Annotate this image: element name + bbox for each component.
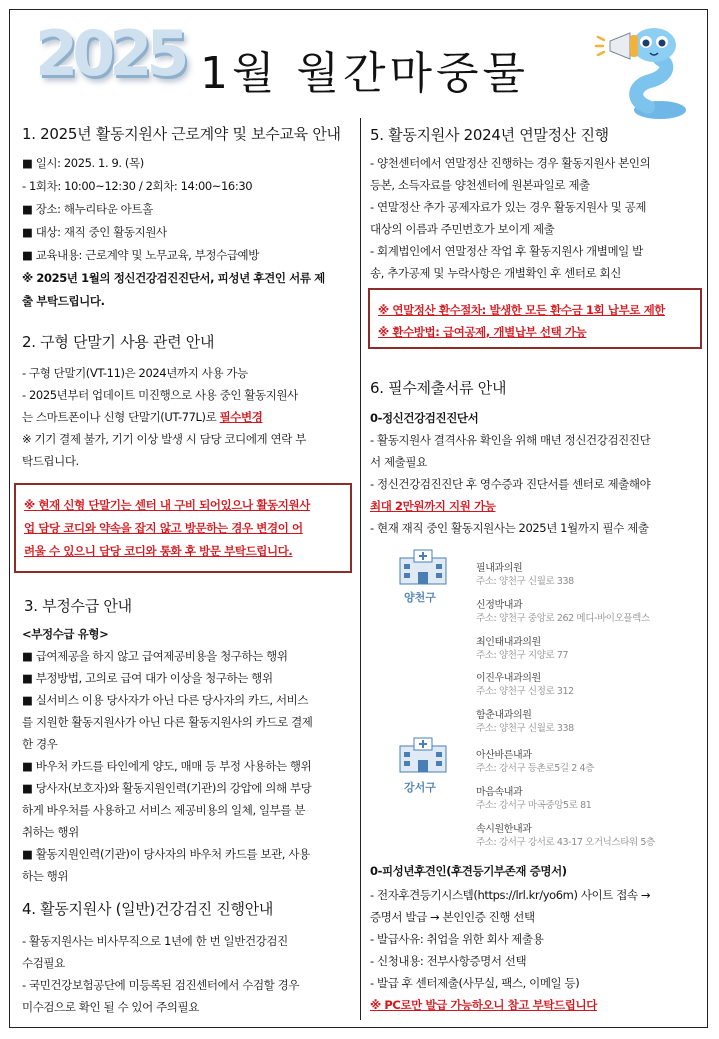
clinic-name: 최인태내과의원: [476, 637, 541, 648]
terminal-notice-box: [14, 483, 352, 573]
clinic-name: 아산바른내과: [476, 750, 532, 761]
clinic-address: 주소: 강서구 마곡중앙5로 81: [476, 800, 592, 811]
s6-subtitle: 0-정신건강검진진단서: [370, 411, 479, 425]
s1-line: - 1회차: 10:00~12:30 / 2회차: 14:00~16:30: [22, 179, 253, 193]
s1-line: ■ 일시: 2025. 1. 9. (목): [22, 156, 144, 170]
notice-line: ※ 연말정산 환수절차: 발생한 모든 환수금 1회 납부로 제한: [378, 303, 666, 317]
clinic-address: 주소: 양천구 신정로 312: [476, 686, 574, 697]
s2-line-text: 는 스마트폰이나 신형 단말기(UT-77L)로: [22, 410, 220, 424]
must-change-highlight: 필수변경: [219, 410, 263, 424]
s3-line: ■ 바우처 카드를 타인에게 양도, 매매 등 부정 사용하는 행위: [22, 759, 312, 773]
section3-title: 3. 부정수급 안내: [24, 597, 132, 615]
clinic-name: 필내과의원: [476, 563, 523, 574]
notice-line: 업 담당 코디와 약속을 잡지 않고 방문하는 경우 변경이 어: [24, 521, 303, 535]
clinic-address: 주소: 강서구 등촌로5길 2 4층: [476, 763, 594, 774]
s6-line: 서 제출필요: [370, 455, 427, 469]
s5-line: - 회계법인에서 연말정산 작업 후 활동지원사 개별메일 발: [370, 244, 643, 258]
clinic-address: 주소: 양천구 신월로 338: [476, 723, 574, 734]
snake-mascot-icon: [590, 15, 700, 125]
s3-line: ■ 부정방법, 고의로 급여 대가 이상을 청구하는 행위: [22, 671, 273, 685]
s6-highlight: 최대 2만원까지 지원 가능: [370, 499, 496, 513]
clinic-address: 주소: 강서구 강서로 43-17 오거닉스타워 5층: [476, 837, 655, 848]
s3-line: ■ 당사자(보호자)와 활동지원인력(기관)의 강압에 의해 부당: [22, 781, 312, 795]
s3-subtitle: <부정수급 유형>: [22, 627, 109, 641]
s3-line: 하는 행위: [22, 869, 69, 883]
district-label: 양천구: [404, 591, 436, 604]
s3-line: 하게 바우처를 사용하고 서비스 제공비용의 일체, 일부를 분: [22, 803, 306, 817]
s3-line: ■ 활동지원인력(기관)이 당사자의 바우처 카드를 보관, 사용: [22, 847, 310, 861]
s1-line: ■ 교육내용: 근로계약 및 노무교육, 부정수급예방: [22, 248, 259, 262]
s1-note: 출 부탁드립니다.: [22, 294, 105, 308]
s1-line: ■ 장소: 해누리타운 아트홀: [22, 202, 153, 216]
s6-line: - 정신건강검진진단 후 영수증과 진단서를 센터로 제출해야: [370, 477, 651, 491]
s3-line: 취하는 행위: [22, 825, 79, 839]
clinic-name: 신정박내과: [476, 600, 523, 611]
clinic-name: 마음속내과: [476, 787, 523, 798]
year-graphic: 2025: [35, 17, 184, 90]
header-banner: [30, 15, 670, 115]
notice-line: ※ 환수방법: 급여공제, 개별납부 선택 가능: [378, 325, 587, 339]
clinic-address: 주소: 양천구 지양로 77: [476, 650, 569, 661]
s6-line: - 발급 후 센터제출(사무실, 팩스, 이메일 등): [370, 976, 580, 990]
s3-line: ■ 실서비스 이용 당사자가 아닌 다른 당사자의 카드, 서비스: [22, 693, 309, 707]
s2-line: - 구형 단말기(VT-11)은 2024년까지 사용 가능: [22, 366, 248, 380]
s6-line: 증명서 발급 → 본인인증 진행 선택: [370, 910, 535, 924]
s5-line: 대상의 이름과 주민번호가 보이게 제출: [370, 222, 555, 236]
page-title: 1월 월간마중물: [200, 48, 530, 99]
s1-line: ■ 대상: 재직 중인 활동지원사: [22, 225, 167, 239]
settlement-notice-box: [368, 288, 702, 349]
clinic-address: 주소: 양천구 신월로 338: [476, 576, 574, 587]
s2-line: 탁드립니다.: [22, 454, 79, 468]
clinic-name: 이진우내과의원: [476, 673, 541, 684]
s2-line: [22, 410, 262, 425]
clinic-name: 함춘내과의원: [476, 710, 532, 721]
s3-line: 한 경우: [22, 737, 58, 751]
hospital-icon: [398, 548, 448, 586]
s6-line: - 현재 재직 중인 활동지원사는 2025년 1월까지 필수 제출: [370, 521, 649, 535]
s5-line: 송, 추가공제 및 누락사항은 개별확인 후 센터로 회신: [370, 266, 621, 280]
section1-title: 1. 2025년 활동지원사 근로계약 및 보수교육 안내: [22, 125, 341, 143]
s4-line: 미수검으로 확인 될 수 있어 주의필요: [22, 1000, 199, 1014]
s5-line: - 양천센터에서 연말정산 진행하는 경우 활동지원사 본인의: [370, 156, 651, 170]
s3-line: 를 지원한 활동지원사가 아닌 다른 활동지원사의 카드로 결제: [22, 715, 313, 729]
hospital-icon: [398, 736, 448, 774]
s2-line: ※ 기기 결제 불가, 기기 이상 발생 시 담당 코디에게 연락 부: [22, 432, 306, 446]
notice-line: 려울 수 있으니 담당 코디와 통화 후 방문 부탁드립니다.: [24, 544, 293, 558]
notice-line: ※ 현재 신형 단말기는 센터 내 구비 되어있으나 활동지원사: [24, 498, 310, 512]
s1-note: ※ 2025년 1월의 정신건강검진진단서, 피성년 후견인 서류 제: [22, 271, 325, 285]
section5-title: 5. 활동지원사 2024년 연말정산 진행: [370, 126, 609, 144]
pc-only-note: ※ PC로만 발급 가능하오니 참고 부탁드립니다: [370, 998, 597, 1012]
column-divider: [360, 118, 361, 1020]
s2-line: - 2025년부터 업데이트 미진행으로 사용 중인 활동지원사: [22, 388, 298, 402]
district-label: 강서구: [404, 781, 436, 794]
s5-line: - 연말정산 추가 공제자료가 있는 경우 활동지원사 및 공제: [370, 200, 647, 214]
s4-line: - 활동지원사는 비사무직으로 1년에 한 번 일반건강검진: [22, 934, 288, 948]
section4-title: 4. 활동지원사 (일반)건강검진 진행안내: [22, 900, 274, 918]
s6-subtitle: 0-피성년후견인(후견등기부존재 증명서): [370, 864, 567, 878]
section6-title: 6. 필수제출서류 안내: [370, 379, 507, 397]
s6-line: - 신청내용: 전부사항증명서 선택: [370, 954, 527, 968]
s4-line: 수검필요: [22, 956, 65, 970]
s3-line: ■ 급여제공을 하지 않고 급여제공비용을 청구하는 행위: [22, 649, 288, 663]
s6-line: - 전자후견등기시스템(https://lrl.kr/yo6m) 사이트 접속 →: [370, 888, 651, 902]
clinic-address: 주소: 양천구 중앙로 262 메디-바이오플렉스: [476, 613, 650, 624]
s6-line: - 발급사유: 취업을 위한 회사 제출용: [370, 932, 544, 946]
s6-line: - 활동지원사 결격사유 확인을 위해 매년 정신건강검진진단: [370, 433, 651, 447]
s5-line: 등본, 소득자료를 양천센터에 원본파일로 제출: [370, 178, 590, 192]
section2-title: 2. 구형 단말기 사용 관련 안내: [22, 333, 215, 351]
s4-line: - 국민건강보험공단에 미등록된 검진센터에서 수검할 경우: [22, 978, 300, 992]
clinic-name: 속시원한내과: [476, 824, 532, 835]
